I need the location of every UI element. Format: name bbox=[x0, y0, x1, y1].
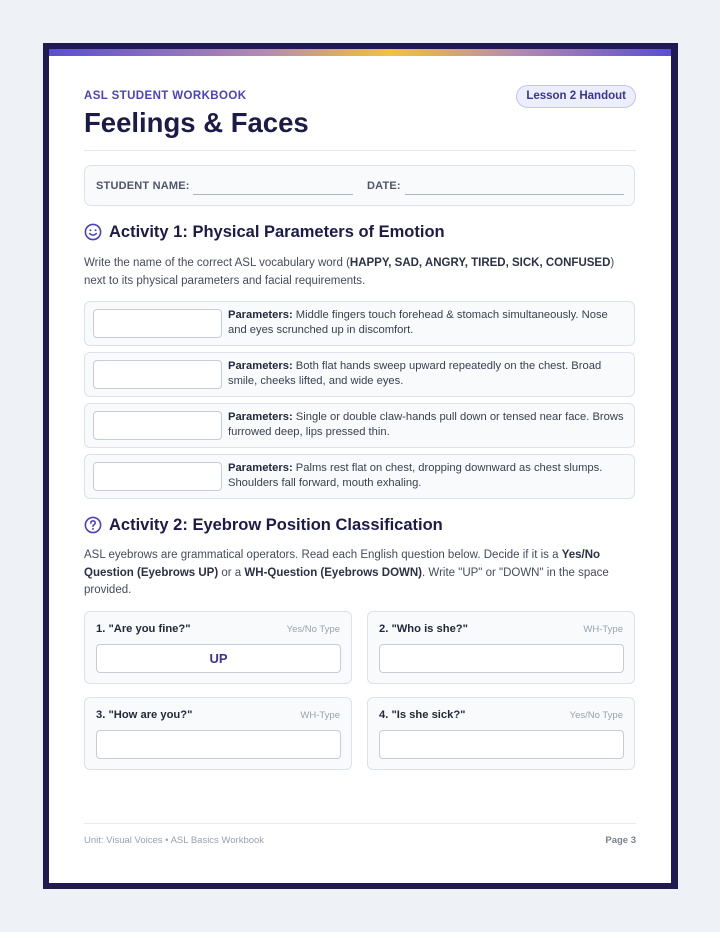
parameter-text: Parameters: Palms rest flat on chest, dropping downward as chest slumps. Shoulders fall forward, mouth exhaling. bbox=[228, 462, 603, 489]
question-circle-icon bbox=[84, 516, 102, 534]
page-title: Feelings & Faces bbox=[84, 107, 309, 138]
worksheet-page bbox=[49, 49, 671, 883]
date-field[interactable] bbox=[405, 194, 624, 195]
parameter-row bbox=[84, 403, 635, 448]
footer-unit-label: Unit: Visual Voices • ASL Basics Workbook bbox=[84, 835, 265, 846]
activity1-heading bbox=[84, 220, 445, 244]
question-type-hint: WH-Type bbox=[583, 624, 623, 635]
gradient-top-bar bbox=[49, 49, 671, 56]
activity2-heading bbox=[84, 513, 443, 537]
activity1-title: Activity 1: Physical Parameters of Emotion bbox=[109, 222, 445, 241]
header-divider bbox=[84, 150, 636, 151]
question-card-2 bbox=[367, 611, 635, 684]
answer-box-2[interactable] bbox=[93, 360, 222, 389]
date-label: DATE: bbox=[367, 180, 401, 192]
answer-box-4[interactable] bbox=[93, 462, 222, 491]
question-answer-field[interactable] bbox=[379, 644, 624, 673]
answer-box-1[interactable] bbox=[93, 309, 222, 338]
parameter-text: Parameters: Single or double claw-hands pull down or tensed near face. Brows furrowed deep, lips pressed thin. bbox=[228, 411, 624, 438]
footer-divider bbox=[84, 823, 636, 824]
question-text: 2. "Who is she?" bbox=[379, 623, 468, 635]
answer-box-3[interactable] bbox=[93, 411, 222, 440]
parameter-row bbox=[84, 454, 635, 499]
parameter-row bbox=[84, 301, 635, 346]
question-type-hint: Yes/No Type bbox=[569, 710, 623, 721]
question-text: 3. "How are you?" bbox=[96, 709, 193, 721]
activity2-instructions: ASL eyebrows are grammatical operators. Read each English question below. Decide if it is a Yes/No Question (Eyebrows UP) or a WH-Question (Eyebrows DOWN). Write "UP" or "DOWN" in the space provided. bbox=[84, 549, 609, 596]
question-card-3 bbox=[84, 697, 352, 770]
parameter-row bbox=[84, 352, 635, 397]
workbook-label: ASL STUDENT WORKBOOK bbox=[84, 90, 247, 102]
question-answer-field[interactable] bbox=[379, 730, 624, 759]
question-card-1 bbox=[84, 611, 352, 684]
activity2-title: Activity 2: Eyebrow Position Classification bbox=[109, 515, 443, 534]
student-name-label: STUDENT NAME: bbox=[96, 180, 190, 192]
question-type-hint: Yes/No Type bbox=[286, 624, 340, 635]
question-answer-field[interactable] bbox=[96, 730, 341, 759]
page-number: Page 3 bbox=[605, 835, 636, 846]
parameter-text: Parameters: Both flat hands sweep upward repeatedly on the chest. Broad smile, cheeks lifted, and wide eyes. bbox=[228, 360, 602, 387]
question-text: 4. "Is she sick?" bbox=[379, 709, 466, 721]
student-info-box bbox=[84, 165, 635, 206]
question-card-4 bbox=[367, 697, 635, 770]
smiley-face-icon bbox=[84, 223, 102, 241]
parameter-text: Parameters: Middle fingers touch forehead & stomach simultaneously. Nose and eyes scrunched up in discomfort. bbox=[228, 309, 608, 336]
question-text: 1. "Are you fine?" bbox=[96, 623, 191, 635]
activity1-instructions: Write the name of the correct ASL vocabulary word (HAPPY, SAD, ANGRY, TIRED, SICK, CONFUSED) next to its physical parameters and facial requirements. bbox=[84, 257, 615, 287]
question-type-hint: WH-Type bbox=[300, 710, 340, 721]
question-answer-field[interactable]: UP bbox=[96, 644, 341, 673]
lesson-badge: Lesson 2 Handout bbox=[516, 85, 636, 108]
student-name-field[interactable] bbox=[193, 194, 353, 195]
